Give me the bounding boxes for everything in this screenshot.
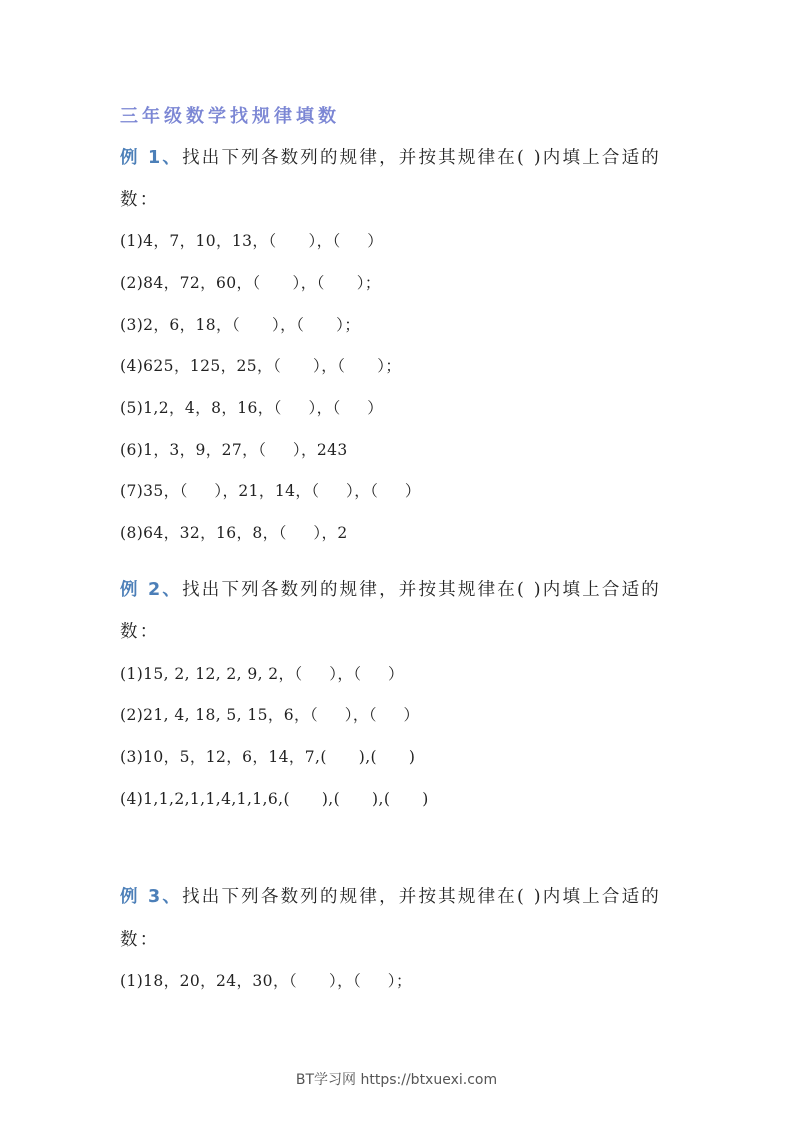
example-2-item-2: (2)21, 4, 18, 5, 15，6，（ ），（ ）: [120, 706, 420, 724]
example-1-item-3: (3)2，6，18，（ ），（ ）；: [120, 316, 361, 334]
example-1-continuation: 数：: [120, 190, 160, 210]
example-1-instruction: 找出下列各数列的规律，并按其规律在( )内填上合适的: [182, 148, 661, 168]
example-1-item-8: (8)64，32，16，8，（ ），2: [120, 524, 348, 542]
example-3-instruction: 找出下列各数列的规律，并按其规律在( )内填上合适的: [182, 887, 661, 907]
example-1-item-6: (6)1，3，9，27，（ ），243: [120, 441, 348, 459]
example-3-heading: [120, 887, 661, 907]
example-1-heading: [120, 148, 661, 168]
example-3-continuation: 数：: [120, 930, 160, 950]
example-1-label: 例 1、: [120, 148, 183, 168]
example-2-instruction: 找出下列各数列的规律，并按其规律在( )内填上合适的: [182, 580, 661, 600]
example-3-item-1: (1)18，20，24，30，（ ），（ ）；: [120, 972, 412, 990]
example-1-item-7: (7)35，（ ），21，14，（ ），（ ）: [120, 482, 421, 500]
example-2-heading: [120, 580, 661, 600]
example-1-item-2: (2)84，72，60，（ ），（ ）；: [120, 274, 381, 292]
example-3-label: 例 3、: [120, 887, 183, 907]
page-title: 三年级数学找规律填数: [120, 106, 340, 127]
example-1-item-5: (5)1,2，4，8，16，（ ），（ ）: [120, 399, 384, 417]
example-2-item-4: (4)1,1,2,1,1,4,1,1,6,( ),( ),( ): [120, 790, 429, 808]
example-2-label: 例 2、: [120, 580, 183, 600]
example-2-item-1: (1)15, 2, 12, 2, 9, 2，（ ），（ ）: [120, 665, 404, 683]
footer-watermark: BT学习网 https://btxuexi.com: [295, 1072, 498, 1088]
example-1-item-4: (4)625，125，25，（ ），（ ）；: [120, 357, 402, 375]
example-2-item-3: (3)10，5，12，6，14，7,( ),( ): [120, 748, 416, 766]
example-1-item-1: (1)4，7，10，13，（ ），（ ）: [120, 232, 384, 250]
example-2-continuation: 数：: [120, 622, 160, 642]
